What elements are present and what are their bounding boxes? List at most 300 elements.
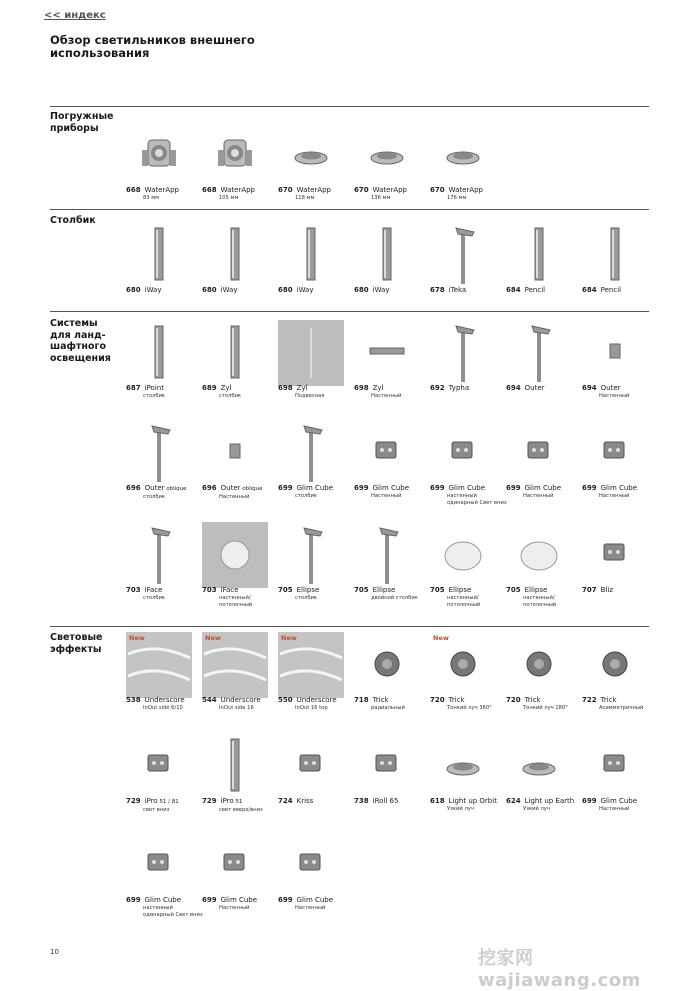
- new-badge: New: [129, 634, 145, 642]
- product-image-bollard-icon: [582, 222, 648, 288]
- product-number: 694: [582, 384, 597, 392]
- product-image-bollard-icon: [278, 222, 344, 288]
- product-cell[interactable]: [126, 632, 202, 732]
- product-number: 680: [354, 286, 369, 294]
- product-cell[interactable]: [430, 320, 506, 420]
- product-image-pole-icon: [354, 522, 420, 588]
- product-number: 705: [278, 586, 293, 594]
- product-image-ellipse-icon: [506, 522, 572, 588]
- product-description: InOut side 6/10: [143, 705, 183, 711]
- product-image-bollard-icon: [354, 222, 420, 288]
- product-cell[interactable]: [506, 733, 582, 833]
- product-cell[interactable]: [506, 522, 582, 622]
- product-name: Glim Cube: [296, 896, 334, 904]
- product-image-disc-icon: [354, 122, 420, 188]
- product-caption: [202, 586, 280, 608]
- product-number: 680: [126, 286, 141, 294]
- product-image-box-icon: [202, 832, 268, 898]
- product-caption: [202, 186, 280, 202]
- product-name: iWay: [372, 286, 390, 294]
- product-number: 729: [202, 797, 217, 805]
- product-description: 176 мм: [447, 195, 467, 201]
- product-caption: [278, 586, 356, 602]
- product-number: 699: [430, 484, 445, 492]
- product-name: Trick: [600, 696, 617, 704]
- product-caption: [582, 286, 660, 295]
- product-name: Underscore: [220, 696, 261, 704]
- product-cell[interactable]: [278, 222, 354, 322]
- product-image-disc-icon: [430, 122, 496, 188]
- product-name: Pencil: [600, 286, 622, 294]
- product-number: 624: [506, 797, 521, 805]
- new-badge: New: [281, 634, 297, 642]
- product-name: Zyl: [296, 384, 308, 392]
- product-cell[interactable]: [126, 320, 202, 420]
- product-caption: [278, 186, 356, 202]
- product-image-round-icon: [354, 632, 420, 698]
- product-image-bollard-icon: [126, 320, 192, 386]
- product-name: iWay: [144, 286, 162, 294]
- product-cell[interactable]: [126, 122, 202, 222]
- product-cell[interactable]: [354, 632, 430, 732]
- product-image-box-icon: [278, 832, 344, 898]
- product-description: Узкий луч: [447, 806, 474, 812]
- product-cell[interactable]: [582, 320, 658, 420]
- product-name: Kriss: [296, 797, 314, 805]
- product-caption: [126, 186, 204, 202]
- product-number: 696: [202, 484, 217, 492]
- product-cell[interactable]: [506, 222, 582, 322]
- product-image-pole-icon: [278, 522, 344, 588]
- product-cell[interactable]: [506, 632, 582, 732]
- product-number: 687: [126, 384, 141, 392]
- product-image-spot-icon: [126, 122, 192, 188]
- product-caption: [278, 484, 356, 500]
- product-name: WaterApp: [220, 186, 255, 194]
- product-image-bollard-icon: [126, 222, 192, 288]
- product-caption: [278, 797, 356, 806]
- product-number: 699: [354, 484, 369, 492]
- product-cell[interactable]: [126, 222, 202, 322]
- product-number: 538: [126, 696, 141, 704]
- product-cell[interactable]: [202, 420, 278, 520]
- product-cell[interactable]: [354, 222, 430, 322]
- product-number: 684: [506, 286, 521, 294]
- product-name: Outer: [220, 484, 241, 492]
- product-image-box-icon: [430, 420, 496, 486]
- product-description: Тонкий луч 180°: [523, 705, 568, 711]
- product-number: 705: [430, 586, 445, 594]
- product-caption: [582, 384, 660, 400]
- product-number: 678: [430, 286, 445, 294]
- product-name: Glim Cube: [144, 896, 182, 904]
- product-description: столбик: [219, 393, 242, 399]
- product-description: 118 мм: [295, 195, 315, 201]
- product-name: Zyl: [372, 384, 384, 392]
- product-number: 670: [430, 186, 445, 194]
- product-image-disc-icon: [278, 122, 344, 188]
- product-name: Ellipse: [296, 586, 320, 594]
- product-caption: [126, 797, 204, 814]
- product-image-disc-icon: [430, 733, 496, 799]
- product-number: 670: [278, 186, 293, 194]
- product-number: 705: [506, 586, 521, 594]
- product-name: WaterApp: [448, 186, 483, 194]
- product-caption: [278, 896, 356, 912]
- section-divider: [50, 106, 649, 107]
- product-number: 550: [278, 696, 293, 704]
- product-cell[interactable]: [202, 222, 278, 322]
- product-number: 720: [430, 696, 445, 704]
- product-name: Pencil: [524, 286, 546, 294]
- product-description: свет вверх/вниз: [219, 807, 263, 813]
- product-description: Подвесная: [295, 393, 325, 399]
- product-caption: [582, 586, 660, 595]
- product-name: iPoint: [144, 384, 164, 392]
- product-name: Glim Cube: [524, 484, 562, 492]
- product-caption: [430, 484, 508, 506]
- product-cell[interactable]: [202, 632, 278, 732]
- product-cell[interactable]: [430, 420, 506, 520]
- product-cell[interactable]: [278, 832, 354, 932]
- product-image-spot-icon: [202, 122, 268, 188]
- product-name: Trick: [372, 696, 389, 704]
- product-image-box-icon: [126, 832, 192, 898]
- product-name: WaterApp: [296, 186, 331, 194]
- product-caption: [354, 286, 432, 295]
- product-image-bar-icon: [354, 320, 420, 386]
- product-name: Glim Cube: [296, 484, 334, 492]
- product-number: 680: [278, 286, 293, 294]
- product-name: iWay: [220, 286, 238, 294]
- product-description: Тонкий луч 360°: [447, 705, 492, 711]
- product-cell[interactable]: [278, 522, 354, 622]
- product-caption: [354, 384, 432, 400]
- product-name: WaterApp: [372, 186, 407, 194]
- product-description: Настенный: [295, 905, 326, 911]
- product-cell[interactable]: [278, 632, 354, 732]
- product-number: 544: [202, 696, 217, 704]
- product-description: настенный/ потолочный: [523, 595, 557, 608]
- product-image-ellipse-icon: [430, 522, 496, 588]
- product-image-box-icon: [582, 522, 648, 588]
- product-cell[interactable]: [126, 733, 202, 833]
- product-description: InOut side 16: [219, 705, 254, 711]
- product-cell[interactable]: [582, 733, 658, 833]
- product-variant: oblique: [240, 486, 263, 492]
- product-cell[interactable]: [202, 733, 278, 833]
- product-description: радиальный: [371, 705, 405, 711]
- product-name: Outer: [524, 384, 545, 392]
- product-cell[interactable]: [202, 320, 278, 420]
- page-title: Обзор светильников внешнего использования: [50, 33, 255, 60]
- product-cell[interactable]: [430, 632, 506, 732]
- watermark: 挖家网 wajiawang.com: [478, 948, 641, 991]
- product-cell[interactable]: [278, 122, 354, 222]
- product-number: 699: [506, 484, 521, 492]
- product-description: Настенный: [219, 494, 250, 500]
- section-title-landscape: Системы для ланд-шафтного освещения: [50, 318, 111, 364]
- product-cell[interactable]: [354, 522, 430, 622]
- product-name: Bliz: [600, 586, 613, 594]
- product-number: 668: [126, 186, 141, 194]
- product-image-pole-icon: [430, 222, 496, 288]
- product-caption: [582, 696, 660, 712]
- product-description: свет вниз: [143, 807, 170, 813]
- product-cell[interactable]: [278, 320, 354, 420]
- product-cell[interactable]: [354, 320, 430, 420]
- product-description: настенный одинарный Свет вниз: [143, 905, 203, 918]
- product-name: Glim Cube: [600, 797, 638, 805]
- product-description: Узкий луч: [523, 806, 550, 812]
- product-name: Zyl: [220, 384, 232, 392]
- product-number: 724: [278, 797, 293, 805]
- product-image-box-icon: [278, 733, 344, 799]
- product-caption: [430, 797, 508, 813]
- product-cell[interactable]: [506, 420, 582, 520]
- product-image-wall-icon: [582, 320, 648, 386]
- product-image-bollard-icon: [202, 320, 268, 386]
- product-name: Underscore: [144, 696, 185, 704]
- product-caption: [126, 484, 204, 501]
- product-image-pole-icon: [126, 522, 192, 588]
- product-caption: [202, 797, 280, 814]
- product-image-box-icon: [506, 420, 572, 486]
- product-image-box-icon: [582, 733, 648, 799]
- product-name: Light up Orbit: [448, 797, 497, 805]
- product-image-pole-icon: [506, 320, 572, 386]
- page-number: 10: [50, 948, 59, 956]
- product-caption: [430, 384, 508, 393]
- product-variant: oblique: [164, 486, 187, 492]
- product-number: 705: [354, 586, 369, 594]
- product-caption: [430, 286, 508, 295]
- product-image-round-icon: [506, 632, 572, 698]
- product-number: 738: [354, 797, 369, 805]
- product-caption: [582, 484, 660, 500]
- product-caption: [430, 696, 508, 712]
- product-caption: [506, 797, 584, 813]
- product-number: 670: [354, 186, 369, 194]
- product-number: 720: [506, 696, 521, 704]
- product-number: 698: [354, 384, 369, 392]
- product-name: Ellipse: [524, 586, 548, 594]
- product-caption: [430, 586, 508, 608]
- product-description: настенный/ потолочный: [219, 595, 253, 608]
- product-cell[interactable]: [582, 632, 658, 732]
- product-caption: [506, 586, 584, 608]
- product-size: 51 / 81: [157, 799, 179, 805]
- product-caption: [126, 696, 204, 712]
- product-number: 684: [582, 286, 597, 294]
- product-description: Настенный: [371, 493, 402, 499]
- product-description: столбик: [295, 493, 318, 499]
- product-number: 718: [354, 696, 369, 704]
- product-image-bollard-icon: [506, 222, 572, 288]
- product-image-bollard-icon: [202, 222, 268, 288]
- product-name: Outer: [600, 384, 621, 392]
- product-number: 699: [202, 896, 217, 904]
- product-image-bollard-icon: [202, 733, 268, 799]
- product-cell[interactable]: [202, 832, 278, 932]
- product-cell[interactable]: [126, 420, 202, 520]
- product-number: 707: [582, 586, 597, 594]
- product-description: Настенный: [599, 393, 630, 399]
- product-name: iFace: [220, 586, 239, 594]
- product-cell[interactable]: [354, 420, 430, 520]
- product-size: 51: [233, 799, 243, 805]
- product-description: 105 мм: [219, 195, 239, 201]
- product-caption: [354, 696, 432, 712]
- product-description: 83 мм: [143, 195, 160, 201]
- index-link[interactable]: << индекс: [44, 10, 106, 21]
- new-badge: New: [433, 634, 449, 642]
- product-image-photo-icon: [278, 320, 344, 386]
- product-number: 703: [126, 586, 141, 594]
- product-image-box-icon: [126, 733, 192, 799]
- product-description: столбик: [295, 595, 318, 601]
- product-name: iRoll 65: [372, 797, 399, 805]
- product-name: iPro: [144, 797, 158, 805]
- product-caption: [126, 384, 204, 400]
- product-caption: [354, 484, 432, 500]
- product-image-pole-icon: [126, 420, 192, 486]
- product-image-box-icon: [354, 420, 420, 486]
- section-title-light-effects: Световые эффекты: [50, 632, 103, 655]
- product-number: 689: [202, 384, 217, 392]
- product-caption: [202, 384, 280, 400]
- product-caption: [202, 696, 280, 712]
- product-number: 668: [202, 186, 217, 194]
- product-cell[interactable]: [354, 122, 430, 222]
- product-image-box-icon: [582, 420, 648, 486]
- product-caption: [202, 286, 280, 295]
- product-caption: [126, 896, 204, 918]
- product-number: 694: [506, 384, 521, 392]
- product-caption: [202, 896, 280, 912]
- product-cell[interactable]: [278, 420, 354, 520]
- product-description: настенный/ потолочный: [447, 595, 481, 608]
- product-cell[interactable]: [126, 832, 202, 932]
- product-description: настенный одинарный Свет вниз: [447, 493, 507, 506]
- product-number: 699: [278, 896, 293, 904]
- product-caption: [126, 286, 204, 295]
- product-name: Ellipse: [448, 586, 472, 594]
- product-number: 696: [126, 484, 141, 492]
- product-image-pole-icon: [278, 420, 344, 486]
- product-cell[interactable]: [430, 733, 506, 833]
- product-caption: [354, 586, 432, 602]
- product-number: 699: [126, 896, 141, 904]
- product-description: Настенный: [219, 905, 250, 911]
- product-number: 729: [126, 797, 141, 805]
- product-cell[interactable]: [430, 222, 506, 322]
- product-caption: [506, 484, 584, 500]
- product-name: iWay: [296, 286, 314, 294]
- product-name: iTeka: [448, 286, 467, 294]
- product-caption: [278, 696, 356, 712]
- product-description: столбик: [143, 595, 166, 601]
- product-cell[interactable]: [202, 522, 278, 622]
- product-number: 703: [202, 586, 217, 594]
- section-divider: [50, 626, 649, 627]
- product-cell[interactable]: [582, 222, 658, 322]
- product-image-pole-icon: [430, 320, 496, 386]
- product-number: 618: [430, 797, 445, 805]
- product-name: Ellipse: [372, 586, 396, 594]
- product-description: 136 мм: [371, 195, 391, 201]
- product-name: Trick: [524, 696, 541, 704]
- product-name: Glim Cube: [220, 896, 258, 904]
- product-name: Outer: [144, 484, 165, 492]
- product-description: Настенный: [523, 493, 554, 499]
- product-cell[interactable]: [278, 733, 354, 833]
- product-name: Light up Earth: [524, 797, 575, 805]
- product-caption: [278, 384, 356, 400]
- new-badge: New: [205, 634, 221, 642]
- product-image-round-icon: [582, 632, 648, 698]
- product-cell[interactable]: [430, 522, 506, 622]
- product-description: Асимметричный: [599, 705, 644, 711]
- product-number: 698: [278, 384, 293, 392]
- product-cell[interactable]: [126, 522, 202, 622]
- product-description: Настенный: [599, 806, 630, 812]
- product-image-box-icon: [354, 733, 420, 799]
- product-image-disc-icon: [506, 733, 572, 799]
- product-caption: [582, 797, 660, 813]
- product-description: столбик: [143, 494, 166, 500]
- product-name: WaterApp: [144, 186, 179, 194]
- product-cell[interactable]: [582, 420, 658, 520]
- product-description: InOut 16 top: [295, 705, 328, 711]
- product-cell[interactable]: [506, 320, 582, 420]
- product-name: Glim Cube: [600, 484, 638, 492]
- product-description: двойной столбик: [371, 595, 418, 601]
- product-number: 692: [430, 384, 445, 392]
- product-image-wall-icon: [202, 420, 268, 486]
- product-name: Trick: [448, 696, 465, 704]
- product-cell[interactable]: [582, 522, 658, 622]
- product-cell[interactable]: [354, 733, 430, 833]
- product-caption: [506, 384, 584, 393]
- product-caption: [126, 586, 204, 602]
- product-name: Underscore: [296, 696, 337, 704]
- product-image-photoround-icon: [202, 522, 268, 588]
- section-title-bollard: Столбик: [50, 215, 96, 226]
- product-caption: [278, 286, 356, 295]
- product-caption: [354, 186, 432, 202]
- product-caption: [506, 696, 584, 712]
- product-description: Настенный: [599, 493, 630, 499]
- product-number: 699: [582, 484, 597, 492]
- product-cell[interactable]: [430, 122, 506, 222]
- product-name: Glim Cube: [372, 484, 410, 492]
- product-caption: [506, 286, 584, 295]
- product-name: Typha: [448, 384, 470, 392]
- section-title-submersible: Погружные приборы: [50, 111, 114, 134]
- product-number: 699: [582, 797, 597, 805]
- product-number: 699: [278, 484, 293, 492]
- product-description: столбик: [143, 393, 166, 399]
- product-cell[interactable]: [202, 122, 278, 222]
- product-caption: [202, 484, 280, 501]
- product-name: iFace: [144, 586, 163, 594]
- product-description: Настенный: [371, 393, 402, 399]
- product-caption: [354, 797, 432, 806]
- product-name: iPro: [220, 797, 234, 805]
- product-name: Glim Cube: [448, 484, 486, 492]
- product-number: 680: [202, 286, 217, 294]
